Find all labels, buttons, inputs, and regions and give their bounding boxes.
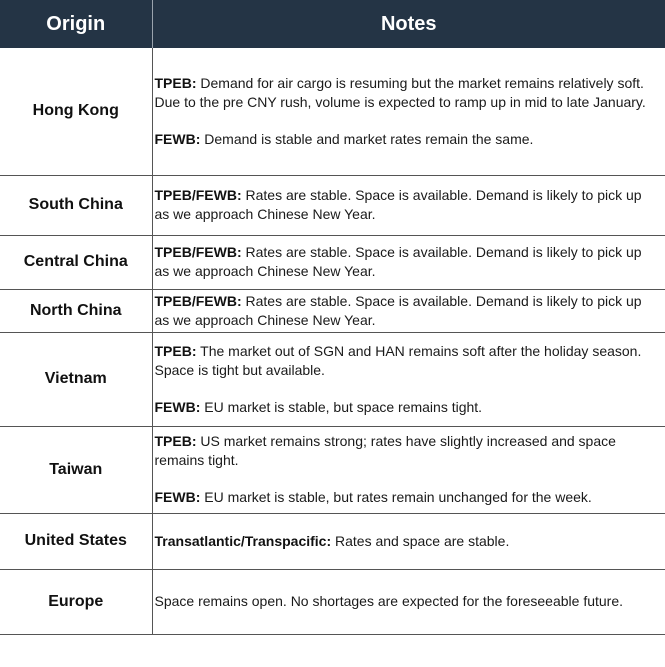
header-row: [0, 0, 665, 48]
origin-cell: Taiwan: [0, 426, 152, 513]
table-row-vietnam: [0, 332, 665, 426]
origin-cell: South China: [0, 175, 152, 235]
note-text: Demand for air cargo is resuming but the market remains relatively soft. Due to the pre CNY rush, volume is expected to ramp up in mid to late January.: [154, 74, 646, 110]
note-paragraph: [155, 532, 652, 551]
note-text: EU market is stable, but space remains tight.: [200, 398, 483, 415]
note-text: US market remains strong; rates have slightly increased and space remains tight.: [154, 433, 616, 468]
note-text: EU market is stable, but rates remain unchanged for the week.: [200, 489, 592, 505]
notes-cell: [152, 569, 665, 634]
note-paragraph: [155, 488, 652, 507]
notes-cell: [152, 235, 665, 289]
origin-cell: Hong Kong: [0, 48, 152, 175]
note-tag: TPEB/FEWB:: [154, 187, 242, 203]
note-tag: Transatlantic/Transpacific:: [154, 532, 332, 549]
table-row-north-china: [0, 289, 665, 332]
note-text: Rates are stable. Space is available. Demand is likely to pick up as we approach Chinese New Year.: [154, 187, 642, 222]
note-tag: TPEB:: [154, 74, 197, 91]
table-row-central-china: [0, 235, 665, 289]
note-tag: TPEB:: [154, 342, 197, 359]
note-paragraph: [155, 398, 652, 417]
note-text: Rates are stable. Space is available. Demand is likely to pick up as we approach Chinese New Year.: [154, 292, 642, 328]
note-paragraph: [155, 592, 652, 611]
notes-cell: [152, 289, 665, 332]
origin-cell: North China: [0, 289, 152, 332]
table-row-united-states: [0, 513, 665, 569]
note-paragraph: [155, 74, 652, 112]
notes-cell: [152, 48, 665, 175]
notes-cell: [152, 426, 665, 513]
note-paragraph: [155, 342, 652, 380]
table-row-south-china: [0, 175, 665, 235]
origin-cell: Vietnam: [0, 332, 152, 426]
note-text: Rates are stable. Space is available. Demand is likely to pick up as we approach Chinese New Year.: [154, 244, 642, 279]
note-text: The market out of SGN and HAN remains soft after the holiday season. Space is tight but available.: [154, 342, 642, 378]
note-tag: FEWB:: [154, 130, 201, 147]
note-paragraph: [155, 130, 652, 149]
notes-cell: [152, 175, 665, 235]
table-row-hong-kong: [0, 48, 665, 175]
note-tag: TPEB:: [154, 433, 197, 449]
origin-column-header: Origin: [0, 0, 152, 48]
notes-column-header: Notes: [152, 0, 665, 48]
note-paragraph: [155, 292, 652, 330]
note-paragraph: [155, 432, 652, 470]
table-row-taiwan: [0, 426, 665, 513]
note-text: Demand is stable and market rates remain the same.: [200, 130, 534, 147]
note-paragraph: [155, 186, 652, 224]
note-text: Space remains open. No shortages are expected for the foreseeable future.: [154, 593, 624, 609]
origin-cell: Central China: [0, 235, 152, 289]
note-tag: TPEB/FEWB:: [154, 244, 242, 260]
note-tag: FEWB:: [154, 398, 201, 415]
table-row-europe: [0, 569, 665, 634]
note-tag: TPEB/FEWB:: [154, 292, 242, 309]
notes-cell: [152, 332, 665, 426]
notes-cell: [152, 513, 665, 569]
origin-cell: United States: [0, 513, 152, 569]
note-text: Rates and space are stable.: [331, 532, 510, 549]
note-tag: FEWB:: [154, 489, 201, 505]
note-paragraph: [155, 243, 652, 281]
origin-cell: Europe: [0, 569, 152, 634]
